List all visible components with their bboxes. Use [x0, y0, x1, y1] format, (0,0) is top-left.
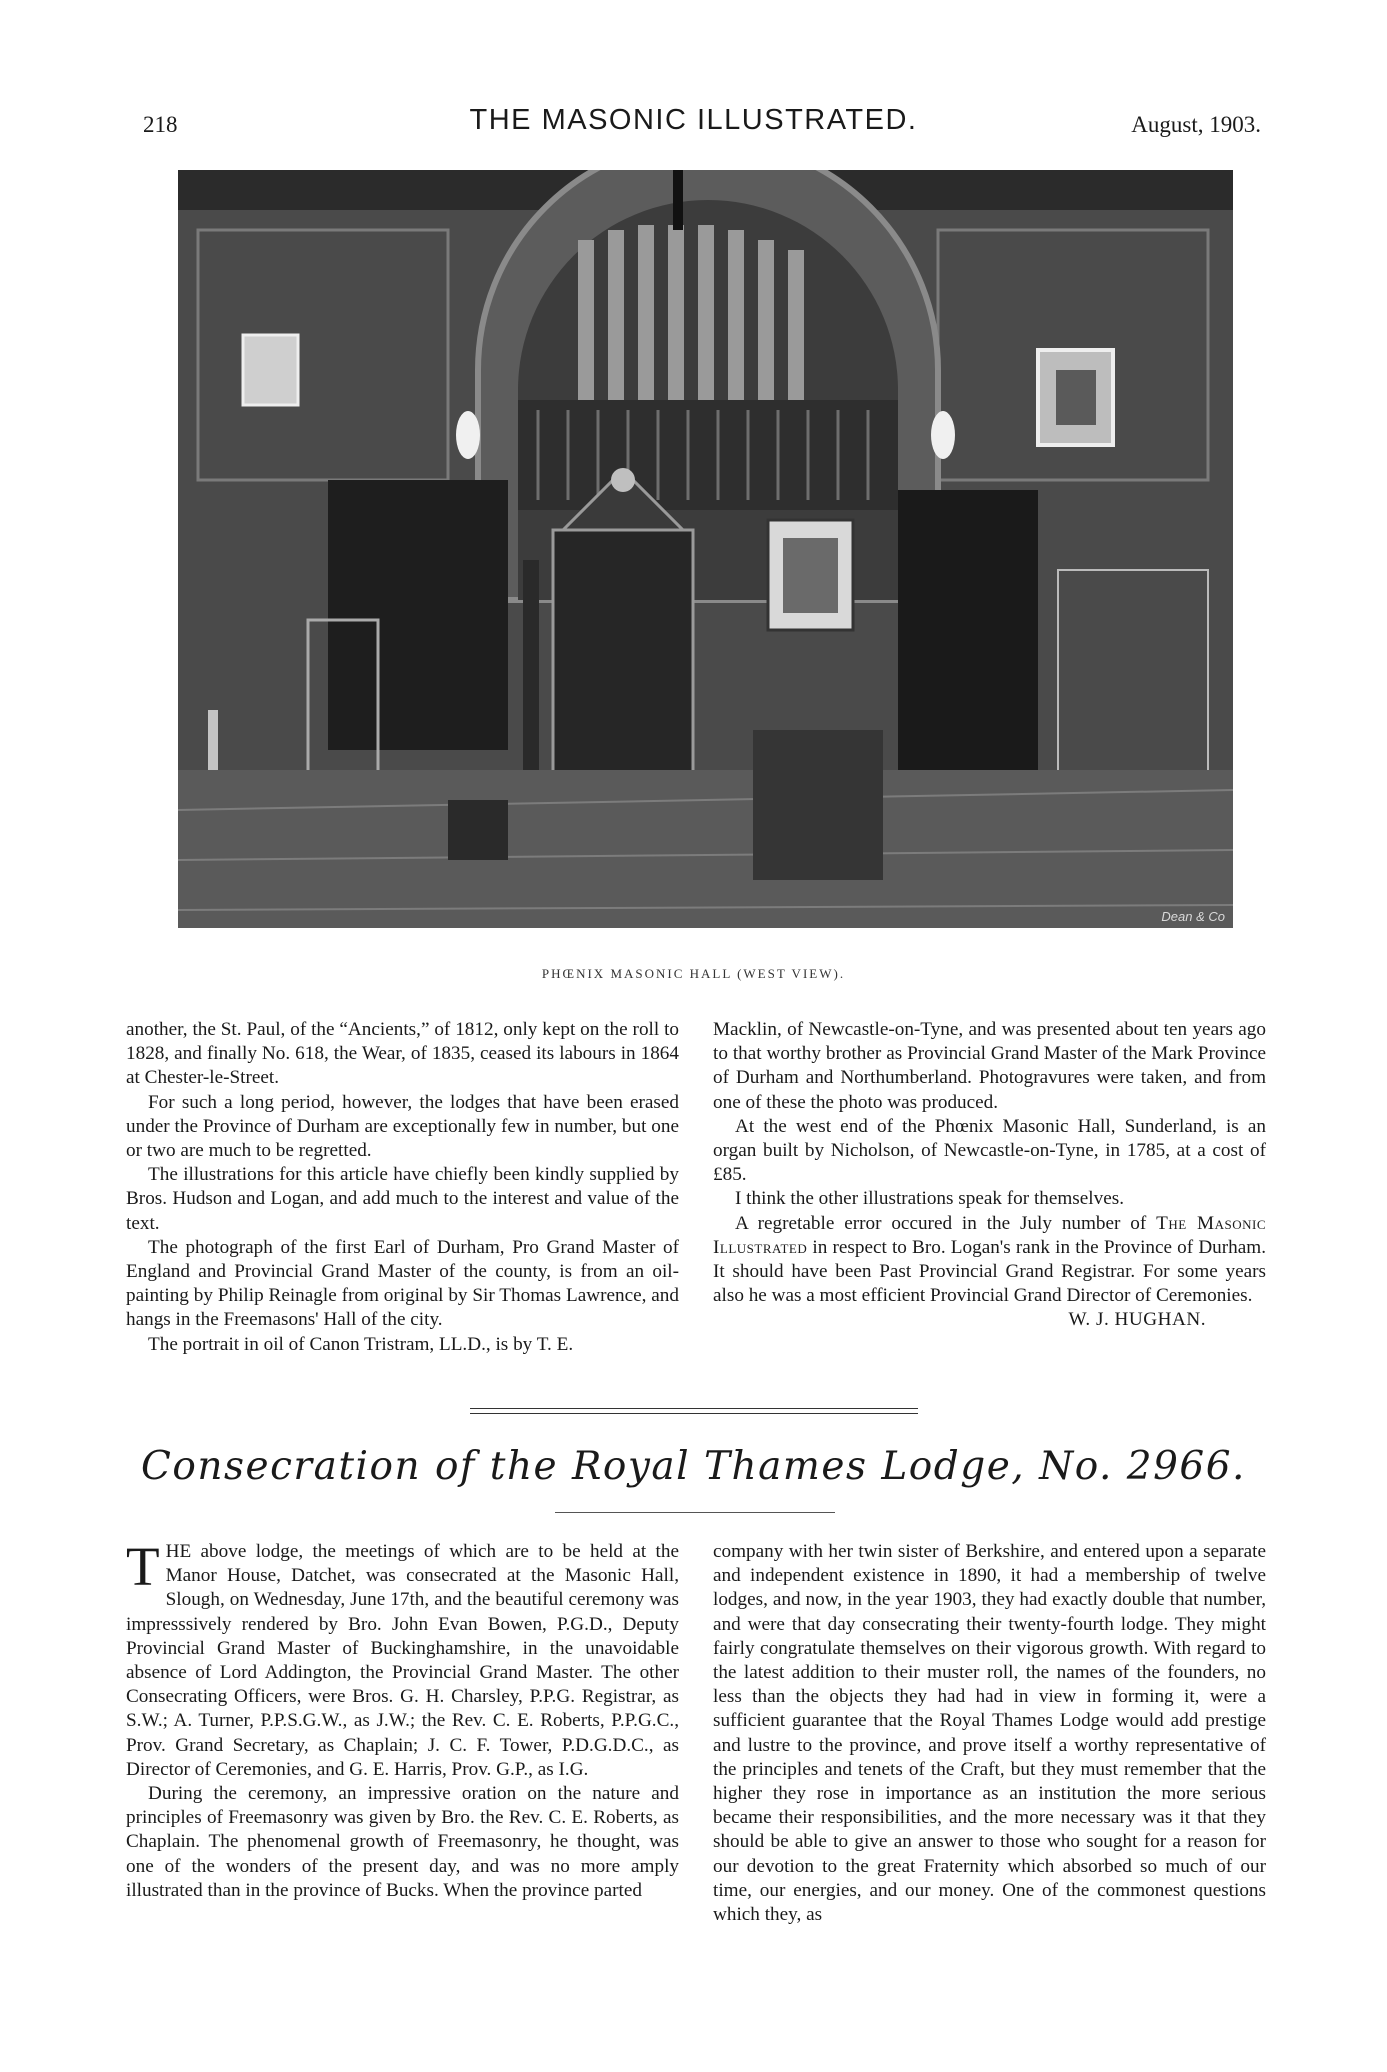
article2-opening-text: HE above lodge, the meetings of which are to be held at the Manor House, Datchet, was consecrated at the Masonic Hall, Slough, on Wednesday, June 17th, and the beautiful ceremony was impresssively rendered by Bro. John Evan Bowen, P.G.D., Deputy Provincial Grand Master of Buckinghamshire, in the unavoidable absence of Lord Addington, the Provincial Grand Master. The other Consecrating Officers, were Bros. G. H. Charsley, P.P.G. Registrar, as S.W.; A. Turner, P.P.S.G.W., as J.W.; the Rev. C. E. Roberts, P.P.G.C., Prov. Grand Secretary, as Chaplain; J. C. F. Tower, P.D.G.D.C., as Director of Ceremonies, and G. E. Harris, Prov. G.P., as I.G.	[126, 1541, 679, 1780]
title-underline-rule	[555, 1512, 835, 1513]
article-title: Consecration of the Royal Thames Lodge, No. 2966.	[141, 1444, 1246, 1489]
article1-right-column	[713, 1018, 1266, 1333]
section-divider-rule	[470, 1413, 918, 1414]
article1-paragraph: The illustrations for this article have chiefly been kindly supplied by Bros. Hudson and Logan, and add much to the interest and value of the text.	[126, 1164, 679, 1234]
page-header	[0, 104, 1387, 144]
hall-photograph	[178, 170, 1233, 928]
article1-paragraph: I think the other illustrations speak for themselves.	[735, 1188, 1124, 1210]
article2-paragraph: During the ceremony, an impressive oration on the nature and principles of Freemasonry was given by Bro. the Rev. C. E. Roberts, as Chaplain. The phenomenal growth of Freemasonry, he thought, was one of the wonders of the present day, and was no more amply illustrated than in the province of Bucks. When the province parted	[126, 1783, 679, 1901]
author-signature: W. J. HUGHAN.	[1068, 1309, 1206, 1331]
article1-paragraph: Macklin, of Newcastle-on-Tyne, and was presented about ten years ago to that worthy brother as Provincial Grand Master of the Mark Province of Durham and Northumberland. Photogravures were taken, and from one of these the photo was produced.	[713, 1019, 1266, 1113]
erratum-text-end: in respect to Bro. Logan's rank in the Province of Durham. It should have been Past Provincial Grand Registrar. For some years also he was a most efficient Provincial Grand Director of Ceremonies.	[713, 1236, 1267, 1307]
article2-left-column	[126, 1536, 679, 1903]
article1-paragraph: At the west end of the Phœnix Masonic Hall, Sunderland, is an organ built by Nicholson, of Newcastle-on-Tyne, in 1785, at a cost of £85.	[713, 1115, 1266, 1186]
journal-title: THE MASONIC ILLUSTRATED.	[469, 104, 918, 136]
article2-paragraph	[126, 1536, 679, 1782]
article1-paragraph	[713, 1212, 1266, 1309]
article2-paragraph: company with her twin sister of Berkshire, and entered upon a separate and independent existence in 1890, it had a membership of twelve lodges, and now, in the year 1903, they had exactly double that number, and were that day consecrating their twenty-fourth lodge. They might fairly congratulate themselves on their vigorous growth. With regard to the latest addition to their muster roll, the names of the founders, no less than the objects they had had in view in forming it, were a sufficient guarantee that the Royal Thames Lodge would add prestige and lustre to the province, and prove itself a worthy representative of the principles and tenets of the Craft, but they must remember that the higher they rose in importance as an institution the more serious became their responsibilities, and the more necessary was it that they should be able to give an answer to those who sought for a reason for our devotion to the great Fraternity which absorbed so much of our time, our energies, and our money. One of the commonest questions which they, as	[713, 1541, 1266, 1926]
article1-paragraph: The portrait in oil of Canon Tristram, LL.D., is by T. E.	[148, 1333, 574, 1355]
drop-cap: T	[126, 1536, 160, 1597]
erratum-text-start: A regretable error occured in the July number of	[735, 1212, 1147, 1234]
article1-left-column	[126, 1018, 679, 1357]
photo-credit: Dean & Co	[1161, 909, 1225, 924]
article1-paragraph: The photograph of the first Earl of Durham, Pro Grand Master of England and Provincial Grand Master of the county, is from an oil-painting by Philip Reinagle from original by Sir Thomas Lawrence, and hangs in the Freemasons' Hall of the city.	[126, 1236, 679, 1331]
article2-right-column	[713, 1540, 1266, 1927]
journal-name-reference: The Masonic Illustrated	[713, 1212, 1267, 1258]
hall-interior-illustration	[178, 170, 1233, 928]
article1-paragraph: For such a long period, however, the lodges that have been erased under the Province of Durham are exceptionally few in number, but one or two are much to be regretted.	[126, 1091, 679, 1162]
page-number: 218	[143, 112, 178, 137]
photo-caption: PHŒNIX MASONIC HALL (WEST VIEW).	[541, 966, 846, 981]
issue-date: August, 1903.	[1131, 112, 1261, 137]
section-divider-rule	[470, 1408, 918, 1409]
article1-paragraph: another, the St. Paul, of the “Ancients,” of 1812, only kept on the roll to 1828, and finally No. 618, the Wear, of 1835, ceased its labours in 1864 at Chester-le-Street.	[126, 1019, 679, 1089]
